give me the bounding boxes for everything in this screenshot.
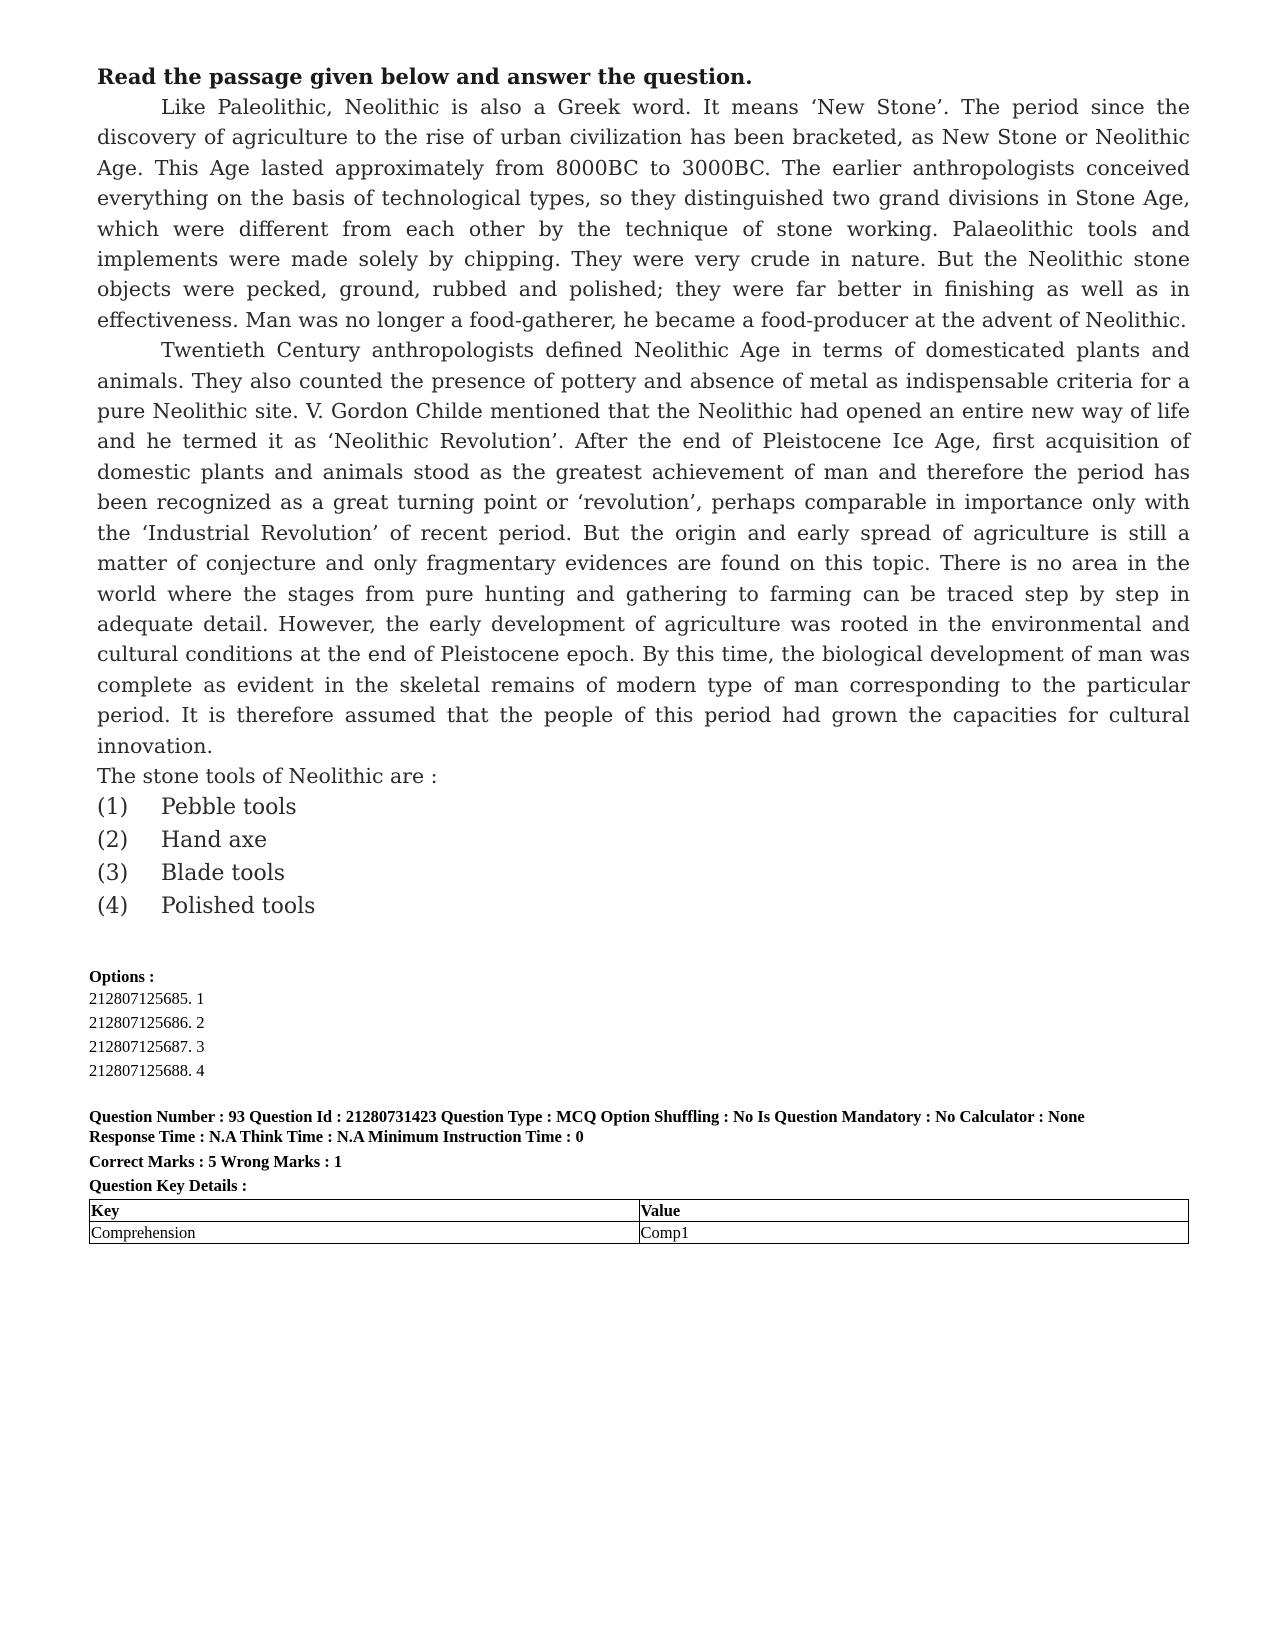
choice-4 [97, 890, 1190, 923]
question-info [89, 1107, 1189, 1147]
choice-number: (2) [97, 828, 129, 854]
choice-text: Blade tools [161, 861, 286, 887]
choice-3 [97, 857, 1190, 890]
table-row [90, 1222, 1189, 1244]
question-stem: The stone tools of Neolithic are : [97, 763, 438, 788]
option-id-list [89, 987, 1189, 1083]
question-passage [97, 62, 1190, 923]
option-id-item: 212807125686. 2 [89, 1013, 205, 1032]
choice-text: Hand axe [161, 828, 268, 854]
choice-1 [97, 791, 1190, 824]
key-details-label: Question Key Details : [89, 1176, 248, 1195]
choice-2 [97, 824, 1190, 857]
table-cell-value: Comp1 [639, 1222, 1189, 1244]
option-id-item: 212807125685. 1 [89, 989, 205, 1008]
question-info-line-2: Response Time : N.A Think Time : N.A Minimum Instruction Time : 0 [89, 1127, 584, 1146]
choice-number: (1) [97, 795, 129, 821]
table-cell-key: Comprehension [90, 1222, 640, 1244]
choice-number: (4) [97, 894, 129, 920]
question-metadata [89, 966, 1189, 1244]
passage-paragraph-1: Like Paleolithic, Neolithic is also a Greek word. It means ‘New Stone’. The period since the discovery of agriculture to the rise of urban civilization has been bracketed, as New Stone or Neolithic Age. This Age lasted approximately from 8000BC to 3000BC. The earlier anthropologists conceived everything on the basis of technological types, so they distinguished two grand divisions in Stone Age, which were different from each other by the technique of stone working. Palaeolithic tools and implements were made solely by chipping. They were very crude in nature. But the Neolithic stone objects were pecked, ground, rubbed and polished; they were far better in finishing as well as in effectiveness. Man was no longer a food-gatherer, he became a food-producer at the advent of Neolithic. [97, 95, 1190, 332]
table-header-row [90, 1200, 1189, 1222]
options-label: Options : [89, 967, 155, 986]
passage-paragraph-2: Twentieth Century anthropologists defined Neolithic Age in terms of domesticated plants and animals. They also counted the presence of pottery and absence of metal as indispensable criteria for a pure Neolithic site. V. Gordon Childe mentioned that the Neolithic had opened an entire new way of life and he termed it as ‘Neolithic Revolution’. After the end of Pleistocene Ice Age, first acquisition of domestic plants and animals stood as the greatest achievement of man and therefore the period has been recognized as a great turning point or ‘revolution’, perhaps comparable in importance only with the ‘Industrial Revolution’ of recent period. But the origin and early spread of agriculture is still a matter of conjecture and only fragmentary evidences are found on this topic. There is no area in the world where the stages from pure hunting and gathering to farming can be traced step by step in adequate detail. However, the early development of agriculture was rooted in the environmental and cultural conditions at the end of Pleistocene epoch. By this time, the biological development of man was complete as evident in the skeletal remains of modern type of man corresponding to the particular period. It is therefore assumed that the people of this period had grown the capacities for cultural innovation. [97, 338, 1190, 758]
question-info-line-1: Question Number : 93 Question Id : 21280731423 Question Type : MCQ Option Shuffling : No Is Question Mandatory : No Calculator : None [89, 1107, 1085, 1126]
table-header-key: Key [90, 1200, 640, 1222]
option-id-item: 212807125687. 3 [89, 1037, 205, 1056]
table-header-value: Value [639, 1200, 1189, 1222]
choice-text: Polished tools [161, 894, 316, 920]
key-details-table [89, 1199, 1189, 1244]
answer-choices [97, 791, 1190, 923]
choice-number: (3) [97, 861, 129, 887]
marks-info: Correct Marks : 5 Wrong Marks : 1 [89, 1152, 343, 1171]
choice-text: Pebble tools [161, 795, 297, 821]
passage-heading: Read the passage given below and answer the question. [97, 64, 753, 89]
option-id-item: 212807125688. 4 [89, 1061, 205, 1080]
